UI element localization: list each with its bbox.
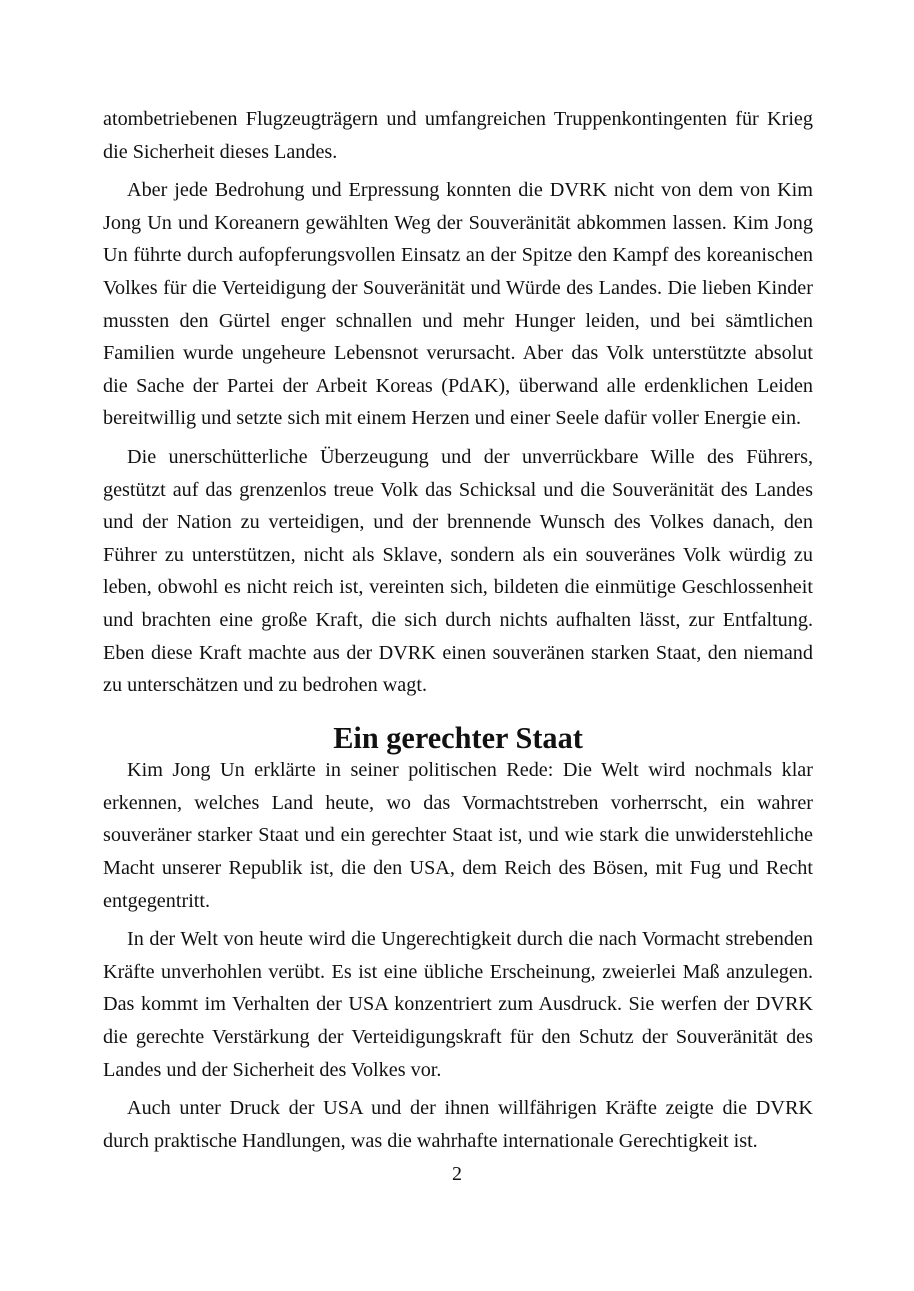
paragraph-justice: Auch unter Druck der USA und der ihnen willfährigen Kräfte zeigte die DVRK durch praktische Handlungen, was die wahrhafte internationale Gerechtigkeit ist. (103, 1097, 813, 1152)
paragraph-continuation: atombetriebenen Flugzeugträgern und umfangreichen Truppenkontingenten für Krieg die Sicherheit dieses Landes. (103, 108, 813, 163)
document-page (103, 103, 813, 1163)
page-number: 2 (452, 1163, 462, 1185)
paragraph-speech: Kim Jong Un erklärte in seiner politischen Rede: Die Welt wird nochmals klar erkennen, welches Land heute, wo das Vormachtstreben vorherrscht, ein wahrer souveräner starker Staat und ein gerechter Staat ist, und wie stark die unwiderstehliche Macht unserer Republik ist, die den USA, dem Reich des Bösen, mit Fug und Recht entgegentritt. (103, 759, 813, 912)
paragraph-sovereignty-path: Aber jede Bedrohung und Erpressung konnten die DVRK nicht von dem von Kim Jong Un und Koreanern gewählten Weg der Souveränität abkommen lassen. Kim Jong Un führte durch aufopferungsvollen Einsatz an der Spitze den Kampf des koreanischen Volkes für die Verteidigung der Souveränität und Würde des Landes. Die lieben Kinder mussten den Gürtel enger schnallen und mehr Hunger leiden, und bei sämtlichen Familien wurde ungeheure Lebensnot verursacht. Aber das Volk unterstützte absolut die Sache der Partei der Arbeit Koreas (PdAK), überwand alle erdenklichen Leiden bereitwillig und setzte sich mit einem Herzen und einer Seele dafür voller Energie ein. (103, 179, 813, 430)
paragraph-conviction: Die unerschütterliche Überzeugung und der unverrückbare Wille des Führers, gestützt auf das grenzenlos treue Volk das Schicksal und die Souveränität des Landes und der Nation zu verteidigen, und der brennende Wunsch des Volkes danach, den Führer zu unterstützen, nicht als Sklave, sondern als ein souveränes Volk würdig zu leben, obwohl es nicht reich ist, vereinten sich, bildeten die einmütige Geschlossenheit und brachten eine große Kraft, die sich durch nichts aufhalten lässt, zur Entfaltung. Eben diese Kraft machte aus der DVRK einen souveränen starken Staat, den niemand zu unterschätzen und zu bedrohen wagt. (103, 445, 813, 697)
paragraph-injustice: In der Welt von heute wird die Ungerechtigkeit durch die nach Vormacht strebenden Kräfte unverhohlen verübt. Es ist eine übliche Erscheinung, zweierlei Maß anzulegen. Das kommt im Verhalten der USA konzentriert zum Ausdruck. Sie werfen der DVRK die gerechte Verstärkung der Verteidigungskraft für den Schutz der Souveränität des Landes und der Sicherheit des Volkes vor. (103, 928, 813, 1081)
section-heading: Ein gerechter Staat (333, 720, 583, 755)
